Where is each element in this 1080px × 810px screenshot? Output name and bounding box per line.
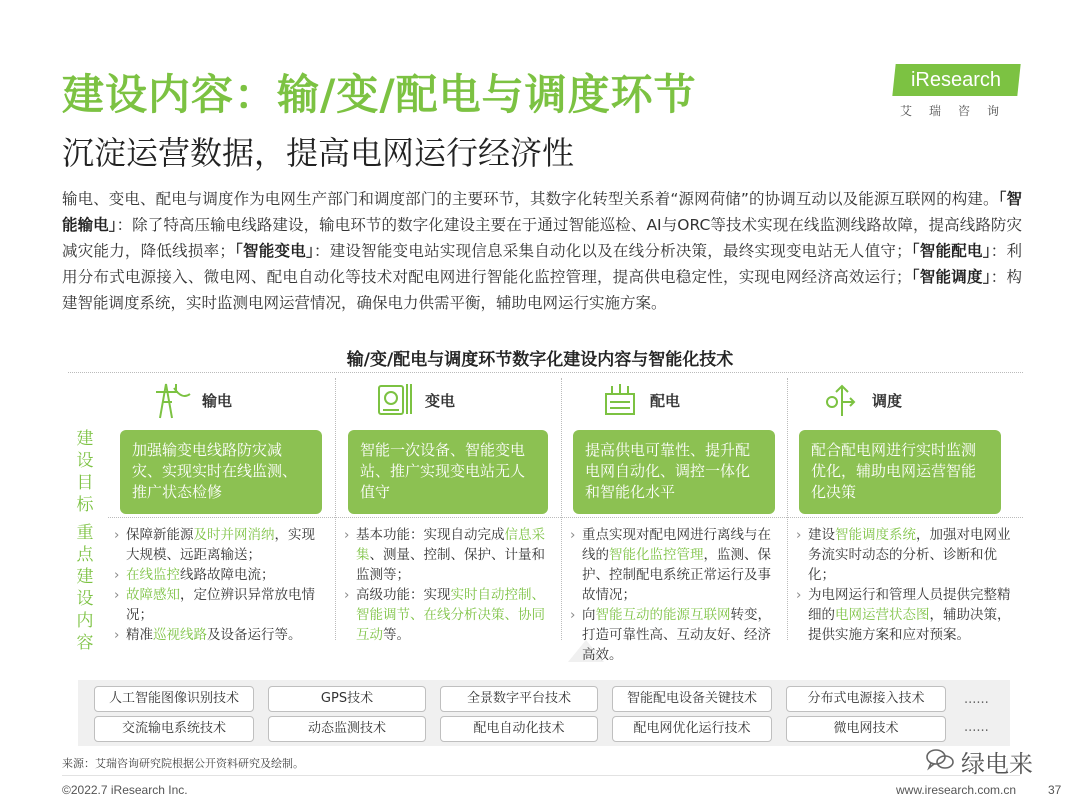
- column-header-substation: [373, 378, 455, 422]
- footer-divider: [62, 775, 1020, 776]
- column-header-dispatch: [820, 378, 902, 422]
- watermark: [925, 744, 1033, 779]
- detail-list-distribution: [568, 525, 780, 665]
- substation-icon: [373, 380, 417, 420]
- intro-text-3: ：建设智能变电站实现信息采集自动化以及在线分析决策，最终实现变电站无人值守；: [313, 242, 912, 260]
- tech-chip: 配电网优化运行技术: [612, 716, 772, 742]
- list-item: › 为电网运行和管理人员提供完整精细的电网运营状态图，辅助决策，提供实施方案和应对预案。: [794, 585, 1014, 645]
- list-item: › 精准巡视线路及设备运行等。: [112, 625, 328, 645]
- page-title: 建设内容：输/变/配电与调度环节: [62, 70, 697, 119]
- row-label-goal: 建设目标: [76, 429, 94, 515]
- ellipsis: ......: [964, 692, 989, 707]
- divider: [68, 372, 1023, 373]
- tech-chip: GPS技术: [268, 686, 426, 712]
- detail-list-dispatch: [794, 525, 1014, 645]
- tech-chip: 交流输电系统技术: [94, 716, 254, 742]
- column-header-transmission: [150, 378, 232, 422]
- list-item: › 向智能互动的能源互联网转变，打造可靠性高、互动友好、经济高效。: [568, 605, 780, 665]
- list-item: › 在线监控线路故障电流；: [112, 565, 328, 585]
- wechat-icon: [925, 747, 955, 777]
- diagram-title: 输/变/配电与调度环节数字化建设内容与智能化技术: [346, 350, 734, 370]
- technology-panel: [78, 680, 1010, 746]
- logo-brand: iResearch: [911, 68, 1002, 91]
- website-link[interactable]: www.iresearch.com.cn: [896, 783, 1017, 797]
- detail-list-transmission: [112, 525, 328, 645]
- list-item: › 重点实现对配电网进行离线与在线的智能化监控管理，监测、保护、控制配电系统正常运行及事故情况；: [568, 525, 780, 605]
- tech-chip: 微电网技术: [786, 716, 946, 742]
- tech-chip: 人工智能图像识别技术: [94, 686, 254, 712]
- list-item: › 保障新能源及时并网消纳，实现大规模、远距离输送；: [112, 525, 328, 565]
- intro-highlight-transmission: 「智能输电」: [62, 190, 1022, 234]
- goal-box-distribution: 提高供电可靠性、提升配电网自动化、调控一体化和智能化水平: [573, 430, 775, 514]
- tech-chip: 动态监测技术: [268, 716, 426, 742]
- list-item: › 基本功能：实现自动完成信息采集、测量、控制、保护、计量和监测等；: [342, 525, 554, 585]
- intro-text-4: ：利用分布式电源接入、微电网、配电自动化等技术对配电网进行智能化监控管理，提高供电稳定性，实现电网经济高效运行；: [62, 242, 1022, 286]
- column-header-distribution: [598, 378, 680, 422]
- source-note: 来源：艾瑞咨询研究院根据公开资料研究及绘制。: [62, 757, 304, 770]
- list-item: › 建设智能调度系统，加强对电网业务流实时动态的分析、诊断和优化；: [794, 525, 1014, 585]
- watermark-text: 绿电来: [961, 750, 1033, 778]
- intro-text-1: 输电、变电、配电与调度作为电网生产部门和调度部门的主要环节，其数字化转型关系着“源网荷储”的协调互动以及能源互联网的构建。: [62, 190, 999, 208]
- intro-highlight-substation: 「智能变电」: [234, 242, 314, 260]
- intro-highlight-dispatch: 「智能调度」: [911, 268, 991, 286]
- tech-chip: 配电自动化技术: [440, 716, 598, 742]
- dispatch-icon: [820, 380, 864, 420]
- page-subtitle: 沉淀运营数据，提高电网运行经济性: [62, 134, 575, 172]
- column-label: 配电: [650, 391, 681, 410]
- tech-chip: 全景数字平台技术: [440, 686, 598, 712]
- intro-highlight-distribution: 「智能配电」: [911, 242, 991, 260]
- column-label: 变电: [425, 391, 456, 410]
- logo-box: [892, 64, 1020, 96]
- column-divider: [561, 378, 562, 640]
- goal-box-transmission: 加强输变电线路防灾减灾、实现实时在线监测、推广状态检修: [120, 430, 322, 514]
- diagram: [68, 372, 1023, 662]
- page-number: 37: [1048, 783, 1062, 797]
- detail-list-substation: [342, 525, 554, 645]
- goal-box-dispatch: 配合配电网进行实时监测优化，辅助电网运营智能化决策: [799, 430, 1001, 514]
- copyright: ©2022.7 iResearch Inc.: [62, 783, 188, 797]
- list-item: › 高级功能：实现实时自动控制、智能调节、在线分析决策、协同互动等。: [342, 585, 554, 645]
- ellipsis: ......: [964, 720, 989, 735]
- intro-paragraph: [62, 186, 1022, 316]
- row-divider: [108, 517, 1023, 518]
- transmission-tower-icon: [150, 380, 194, 420]
- iresearch-logo: [894, 64, 1029, 124]
- distribution-icon: [598, 380, 642, 420]
- tech-chip: 智能配电设备关键技术: [612, 686, 772, 712]
- tech-chip: 分布式电源接入技术: [786, 686, 946, 712]
- list-item: › 故障感知，定位辨识异常放电情况；: [112, 585, 328, 625]
- row-label-focus: 重点建设内容: [76, 523, 94, 653]
- column-label: 输电: [202, 391, 233, 410]
- goal-box-substation: 智能一次设备、智能变电站、推广实现变电站无人值守: [348, 430, 548, 514]
- intro-text-5: ：构建智能调度系统，实时监测电网运营情况，确保电力供需平衡，辅助电网运行实施方案。: [62, 268, 1022, 312]
- column-divider: [787, 378, 788, 640]
- logo-cn: 艾瑞咨询: [900, 104, 1017, 118]
- column-divider: [335, 378, 336, 640]
- column-label: 调度: [872, 391, 903, 410]
- intro-text-2: ：除了特高压输电线路建设，输电环节的数字化建设主要在于通过智能巡检、AI与ORC等技术实现在线监测线路故障，提高线路防灾减灾能力，降低线损率；: [62, 216, 1022, 260]
